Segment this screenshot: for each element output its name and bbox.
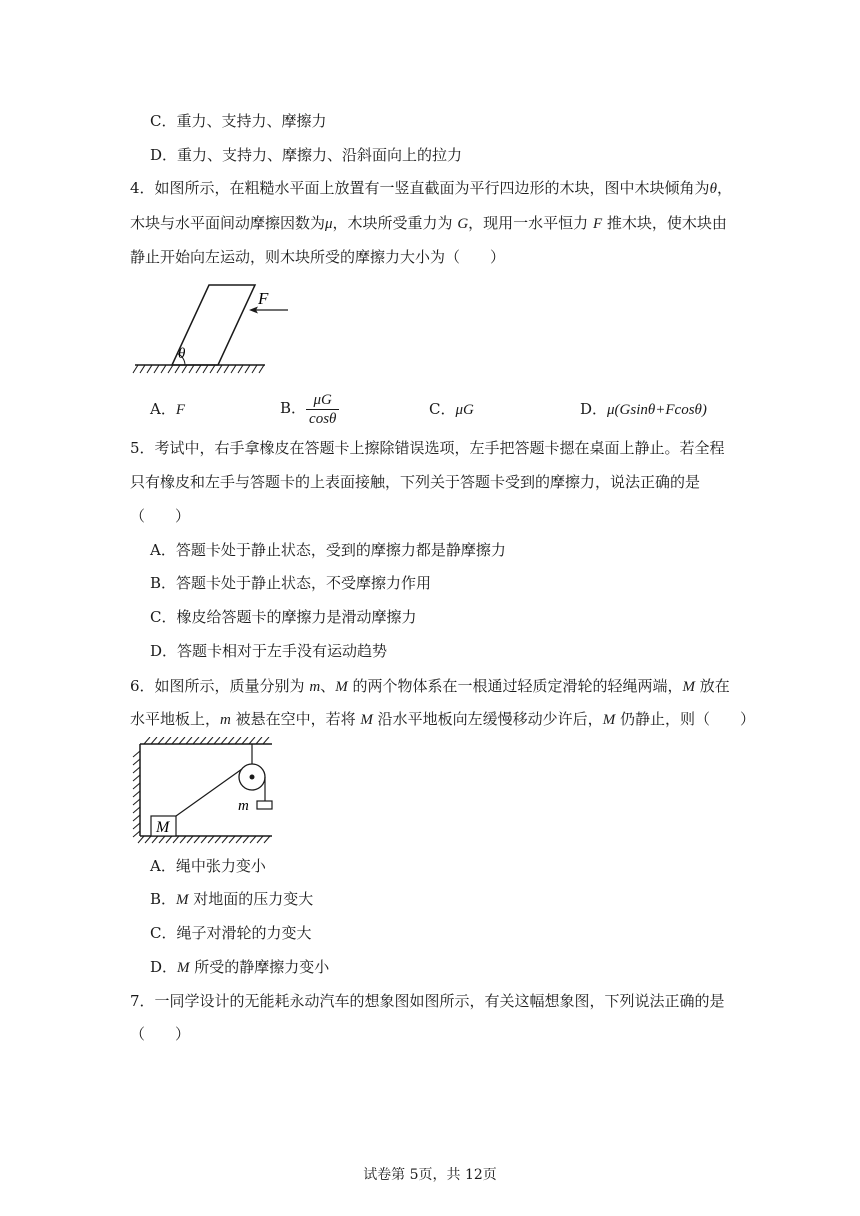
q4-stem-line3: 静止开始向左运动，则木块所受的摩擦力大小为（ ） [130, 248, 506, 266]
q4-option-b: B． $\frac{\mu G}{\cos\theta}$ [280, 389, 339, 428]
q6-figure-M-label: M [156, 819, 170, 836]
q5-option-d: D．答题卡相对于左手没有运动趋势 [150, 642, 388, 660]
q4-option-c: C．μG [429, 400, 474, 418]
q7-stem-line1: 7．一同学设计的无能耗永动汽车的想象图如图所示，有关这幅想象图，下列说法正确的是 [130, 992, 725, 1010]
q5-option-c: C．橡皮给答题卡的摩擦力是滑动摩擦力 [150, 608, 417, 626]
q5-option-a: A．答题卡处于静止状态，受到的摩擦力都是静摩擦力 [150, 541, 506, 559]
q4-stem-line1: 4．如图所示，在粗糙水平面上放置有一竖直截面为平行四边形的木块，图中木块倾角为θ， [130, 179, 732, 197]
q6-option-c: C．绳子对滑轮的力变大 [150, 924, 312, 942]
q4-figure-block [130, 280, 295, 380]
q4-option-a: A．F [150, 400, 186, 418]
q5-stem-line2: 只有橡皮和左手与答题卡的上表面接触，下列关于答题卡受到的摩擦力，说法正确的是 [130, 473, 701, 491]
q4-option-d: D．μ(Gsinθ+Fcosθ) [580, 400, 707, 418]
q6-option-d: D．M 所受的静摩擦力变小 [150, 958, 330, 976]
q6-figure-m-label: m [238, 798, 249, 814]
q5-option-b: B．答题卡处于静止状态，不受摩擦力作用 [150, 574, 432, 592]
q5-stem-line1: 5．考试中，右手拿橡皮在答题卡上擦除错误选项，左手把答题卡摁在桌面上静止。若全程 [130, 439, 725, 457]
q5-stem-line3: （ ） [130, 507, 191, 525]
page-footer: 试卷第 5页，共 12页 [363, 1167, 497, 1183]
q4-figure-angle-label: θ [178, 346, 186, 362]
q6-stem-line1: 6．如图所示，质量分别为 m、M 的两个物体系在一根通过轻质定滑轮的轻绳两端，M 放在 [130, 677, 730, 695]
q6-figure-pulley [130, 737, 280, 847]
q4-stem-line2: 木块与水平面间动摩擦因数为μ，木块所受重力为 G，现用一水平恒力 F 推木块，使木块由 [130, 214, 727, 232]
q6-option-a: A．绳中张力变小 [150, 857, 266, 875]
q7-stem-line2: （ ） [130, 1025, 191, 1043]
q6-option-b: B．M 对地面的压力变大 [150, 890, 314, 908]
q4-option-b-fraction: $\frac{\mu G}{\cos\theta}$ [306, 391, 339, 428]
q3-option-c: C．重力、支持力、摩擦力 [150, 112, 327, 130]
q6-stem-line2: 水平地板上，m 被悬在空中，若将 M 沿水平地板向左缓慢移动少许后，M 仍静止，则（ ） [130, 710, 755, 728]
q3-option-d: D．重力、支持力、摩擦力、沿斜面向上的拉力 [150, 146, 463, 164]
q4-figure-force-label: F [258, 289, 269, 308]
